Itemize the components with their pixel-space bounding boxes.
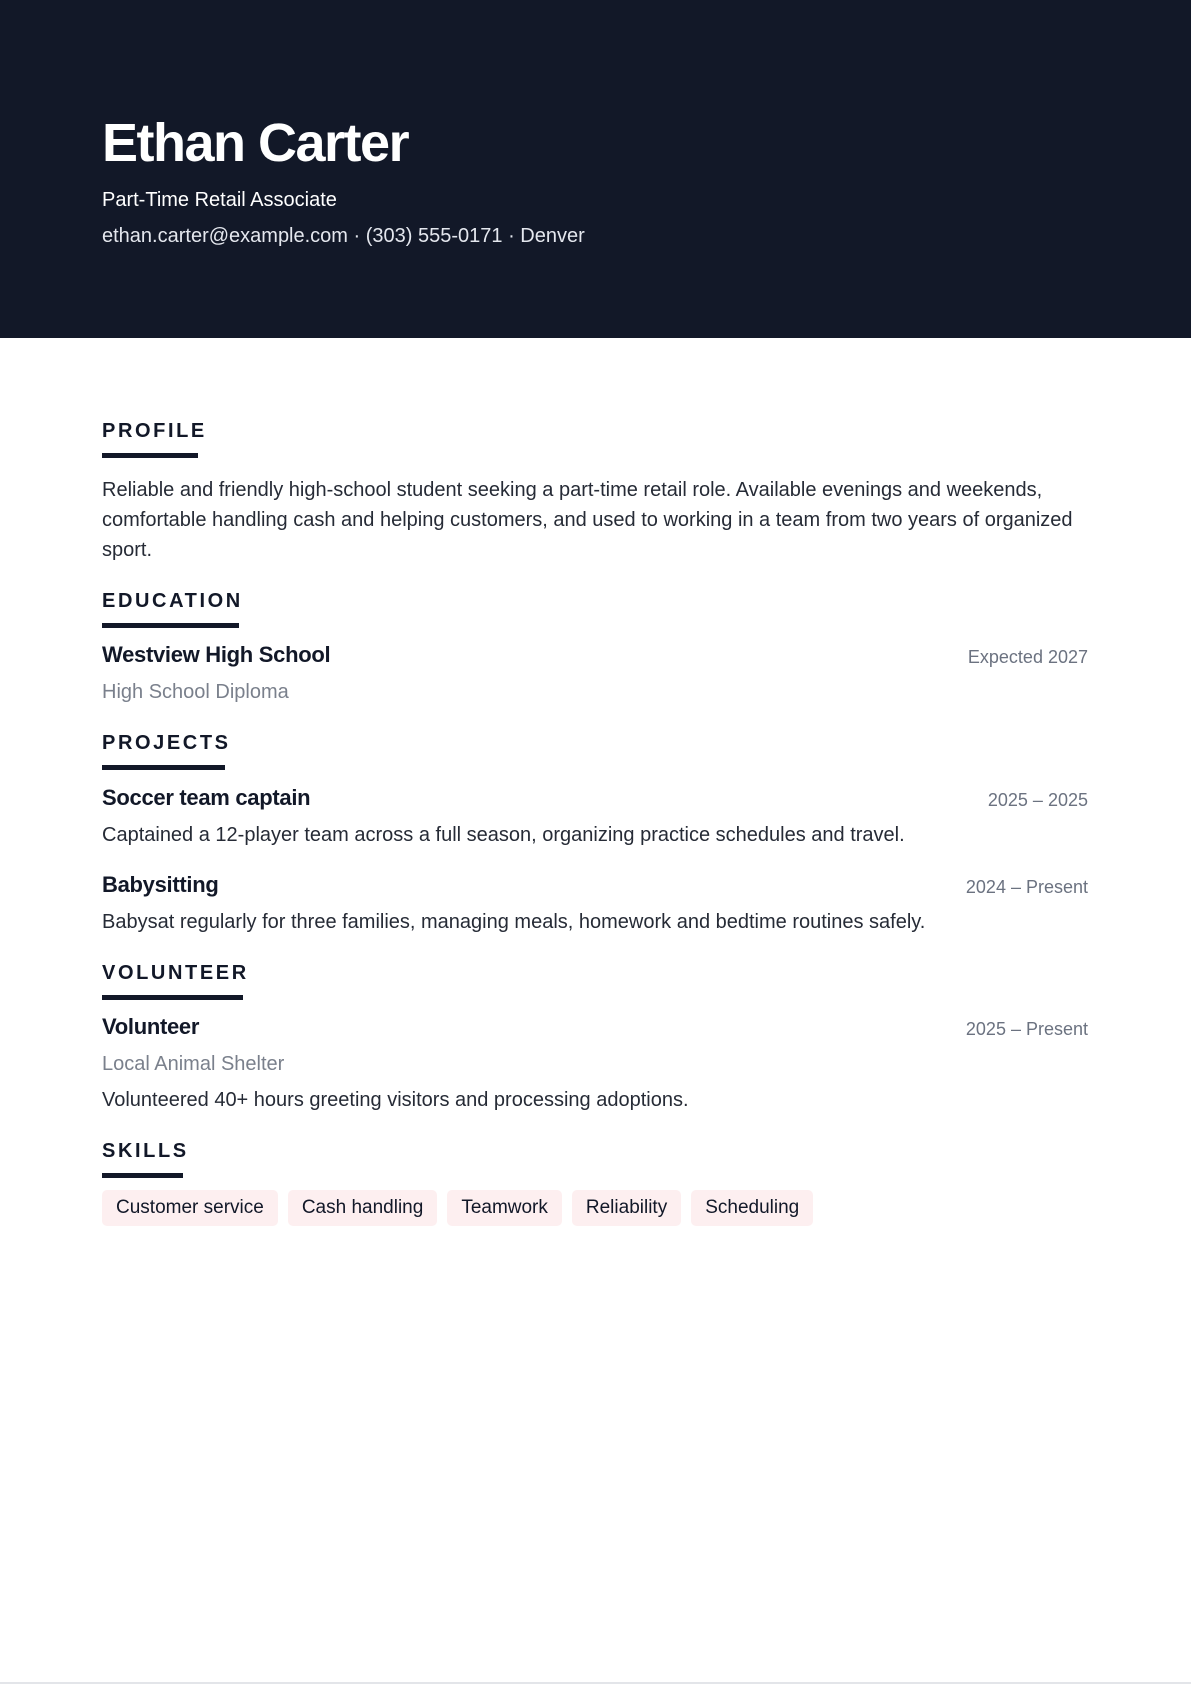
education-school: Westview High School xyxy=(102,642,331,667)
skill-chip: Cash handling xyxy=(288,1190,437,1226)
projects-heading: PROJECTS xyxy=(102,732,231,754)
project-date: 2024 – Present xyxy=(965,877,1088,897)
skills-list xyxy=(102,1190,813,1226)
project-date: 2025 – 2025 xyxy=(987,790,1088,810)
contact-line: ethan.carter@example.com · (303) 555-0171 · Denver xyxy=(102,225,585,247)
projects-heading-underline xyxy=(102,765,225,770)
education-heading-underline xyxy=(102,623,239,628)
volunteer-date: 2025 – Present xyxy=(965,1019,1088,1039)
volunteer-heading: VOLUNTEER xyxy=(102,962,249,984)
volunteer-description: Volunteered 40+ hours greeting visitors and processing adoptions. xyxy=(102,1089,689,1111)
project-title: Soccer team captain xyxy=(102,785,311,810)
education-degree: High School Diploma xyxy=(102,681,289,703)
profile-heading: PROFILE xyxy=(102,420,207,442)
candidate-role: Part-Time Retail Associate xyxy=(102,189,337,211)
page-bottom-divider xyxy=(0,1682,1191,1684)
volunteer-title: Volunteer xyxy=(102,1014,200,1039)
skill-chip: Scheduling xyxy=(691,1190,813,1226)
project-description: Captained a 12-player team across a full season, organizing practice schedules and travel. xyxy=(102,824,905,846)
project-description: Babysat regularly for three families, managing meals, homework and bedtime routines safely. xyxy=(102,911,926,933)
resume-header xyxy=(0,0,1191,338)
education-heading: EDUCATION xyxy=(102,590,243,612)
profile-text: Reliable and friendly high-school student seeking a part-time retail role. Available evenings and weekends, comfortable handling cash and helping customers, and used to working in a team from two years of organized sport. xyxy=(102,479,1073,561)
skill-chip: Teamwork xyxy=(447,1190,562,1226)
candidate-name: Ethan Carter xyxy=(102,113,409,173)
volunteer-organization: Local Animal Shelter xyxy=(102,1053,285,1075)
skill-chip: Customer service xyxy=(102,1190,278,1226)
profile-heading-underline xyxy=(102,453,198,458)
skill-chip: Reliability xyxy=(572,1190,681,1226)
skills-heading: SKILLS xyxy=(102,1140,189,1162)
project-title: Babysitting xyxy=(102,872,219,897)
volunteer-heading-underline xyxy=(102,995,243,1000)
education-date: Expected 2027 xyxy=(967,647,1088,667)
skills-heading-underline xyxy=(102,1173,183,1178)
